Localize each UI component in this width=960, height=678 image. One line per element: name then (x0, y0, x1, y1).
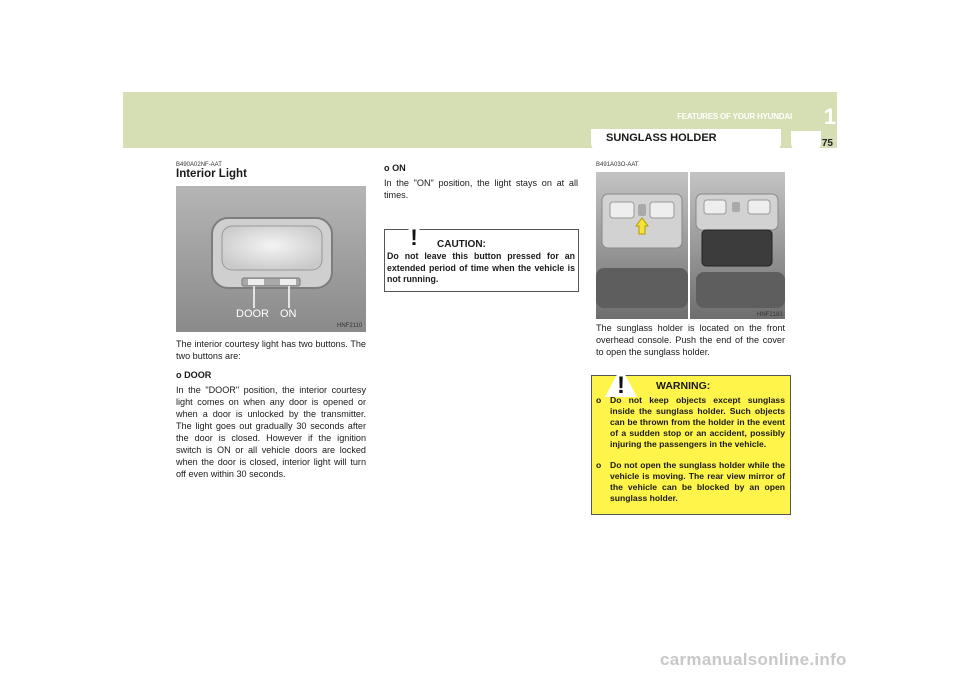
door-title: o DOOR (176, 370, 212, 380)
interior-light-illustration (176, 186, 366, 332)
chapter-label: FEATURES OF YOUR HYUNDAI (677, 112, 792, 121)
on-text: In the "ON" position, the light stays on at all times. (384, 178, 578, 200)
watermark: carmanualsonline.info (660, 650, 847, 669)
section-code: B491A03O-AAT (596, 162, 639, 168)
warning-bullet: o (596, 460, 602, 470)
sunglass-holder-illustration (596, 172, 785, 319)
svg-text:!: ! (410, 225, 418, 250)
svg-text:!: ! (617, 372, 625, 398)
warning-item: Do not keep objects except sunglass inside the sunglass holder. Such objects can be thrown from the holder in the event of a sudden stop or an accident, possibly injuring the passengers in the vehicle. (610, 395, 785, 450)
warning-triangle-icon (604, 366, 638, 398)
warning-bullet: o (596, 395, 602, 405)
sunglass-holder-photo (596, 172, 785, 319)
page-number: 75 (821, 138, 833, 149)
warning-item: Do not open the sunglass holder while the vehicle is moving. The rear view mirror of the vehicle can be blocked by an open sunglass holder. (610, 460, 785, 504)
on-label: ON (280, 308, 297, 320)
interior-light-photo (176, 186, 366, 332)
photo-id: HNF2183 (757, 312, 783, 318)
caution-title: CAUTION: (437, 239, 486, 250)
sunglass-holder-text: The sunglass holder is located on the front overhead console. Push the end of the cover to open the sunglass holder. (596, 323, 785, 357)
on-section (384, 162, 578, 201)
section-title: SUNGLASS HOLDER (606, 132, 717, 144)
door-text: In the "DOOR" position, the interior courtesy light comes on when any door is opened or when a door is unlocked by the transmitter. The light goes out gradually 30 seconds after the door is closed. However if the ignition switch is ON or all vehicle doors are locked when the door is closed, interior light will turn off even within 30 seconds. (176, 385, 366, 479)
interior-light-section (176, 162, 366, 180)
chapter-number: 1 (823, 104, 836, 129)
section-heading: Interior Light (176, 168, 247, 180)
on-title: o ON (384, 163, 406, 173)
intro-text: The interior courtesy light has two buttons. The two buttons are: (176, 339, 366, 361)
door-label: DOOR (236, 308, 269, 320)
warning-title: WARNING: (656, 380, 711, 392)
page-number-tab (791, 131, 821, 151)
photo-id: HNF2110 (337, 323, 363, 329)
sunglass-holder-section (596, 162, 786, 168)
section-code: B490A02NF-AAT (176, 162, 222, 168)
caution-box (384, 225, 579, 292)
warning-triangle-icon (397, 220, 431, 250)
warning-box (591, 372, 791, 515)
caution-text: Do not leave this button pressed for an extended period of time when the vehicle is not running. (387, 251, 575, 284)
